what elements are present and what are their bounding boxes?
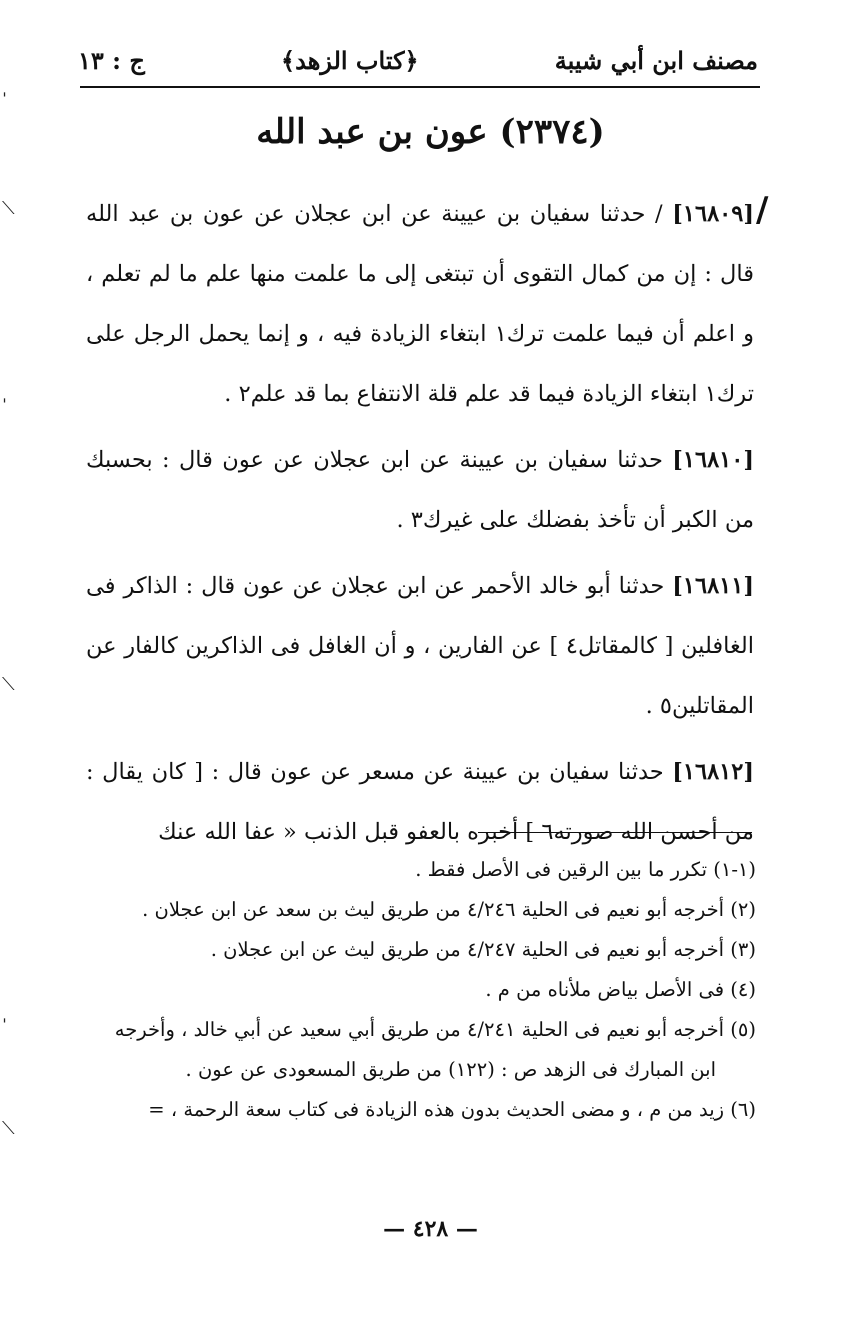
margin-mark: ˈ	[2, 1016, 7, 1037]
margin-slash: /	[756, 190, 769, 230]
hadith-number: [١٦٨١٢]	[672, 759, 754, 785]
footnote: (٤) فى الأصل بياض ملأناه من م .	[485, 978, 756, 1001]
header-volume: ج : ١٣	[78, 45, 145, 75]
footnote-continuation: ابن المبارك فى الزهد ص : (١٢٢) من طريق المسعودى عن عون .	[185, 1058, 716, 1081]
chapter-title: (٢٣٧٤) عون بن عبد الله	[256, 112, 605, 152]
margin-mark: ˈ	[2, 90, 7, 111]
footnote-divider	[478, 832, 752, 833]
header-chapter-name: ﴿كتاب الزهد﴾	[281, 45, 419, 75]
header-book-title: مصنف ابن أبي شيبة	[554, 45, 758, 75]
hadith-text: حدثنا سفيان بن عيينة عن مسعر عن عون قال : [ كان يقال : من أحسن الله صورته٦ ] أخبره بالعفو قبل الذنب « عفا الله عنك	[86, 759, 754, 845]
hadith-number: [١٦٨١١]	[672, 573, 754, 599]
footnote: (٢) أخرجه أبو نعيم فى الحلية ٤/٢٤٦ من طريق ليث بن سعد عن ابن عجلان .	[142, 898, 756, 921]
footnotes	[84, 850, 756, 1130]
hadith-entry	[86, 556, 754, 736]
hadith-text: / حدثنا سفيان بن عيينة عن ابن عجلان عن عون بن عبد الله قال : إن من كمال التقوى أن تبتغى إلى ما علمت منها علم ما لم تعلم ، و اعلم أن فيما علمت ترك١ ابتغاء الزيادة فيه ، و إنما يحمل الرجل على ترك١ ابتغاء الزيادة فيما قد علم قلة الانتفاع بما قد علم٢ .	[86, 201, 755, 407]
footnote: (٥) أخرجه أبو نعيم فى الحلية ٤/٢٤١ من طريق أبي سعيد عن أبي خالد ، وأخرجه	[114, 1018, 756, 1041]
hadith-entry	[86, 430, 754, 550]
footnote: (١-١) تكرر ما بين الرقين فى الأصل فقط .	[415, 858, 756, 881]
hadith-number: [١٦٨٠٩]	[672, 201, 754, 227]
header-divider	[80, 86, 760, 88]
margin-mark: ⟋	[2, 674, 15, 695]
footnote: (٣) أخرجه أبو نعيم فى الحلية ٤/٢٤٧ من طريق ليث عن ابن عجلان .	[210, 938, 756, 961]
hadith-number: [١٦٨١٠]	[672, 447, 754, 473]
hadith-entry	[86, 184, 754, 424]
running-header	[78, 38, 758, 82]
margin-mark: ⟋	[2, 198, 15, 219]
hadith-text: حدثنا سفيان بن عيينة عن ابن عجلان عن عون قال : بحسبك من الكبر أن تأخذ بفضلك على غيرك٣ .	[86, 447, 754, 533]
margin-mark: ⟋	[2, 1118, 15, 1139]
hadith-text: حدثنا أبو خالد الأحمر عن ابن عجلان عن عون قال : الذاكر فى الغافلين [ كالمقاتل٤ ] عن الفارين ، و أن الغافل فى الذاكرين كالفار عن المقاتلين٥ .	[86, 573, 754, 719]
footnote: (٦) زيد من م ، و مضى الحديث بدون هذه الزيادة فى كتاب سعة الرحمة ، =	[148, 1098, 756, 1121]
page-number: — ٤٢٨ —	[383, 1216, 478, 1242]
hadith-entry	[86, 742, 754, 862]
margin-mark: ˈ	[2, 396, 7, 417]
main-text	[86, 184, 754, 868]
